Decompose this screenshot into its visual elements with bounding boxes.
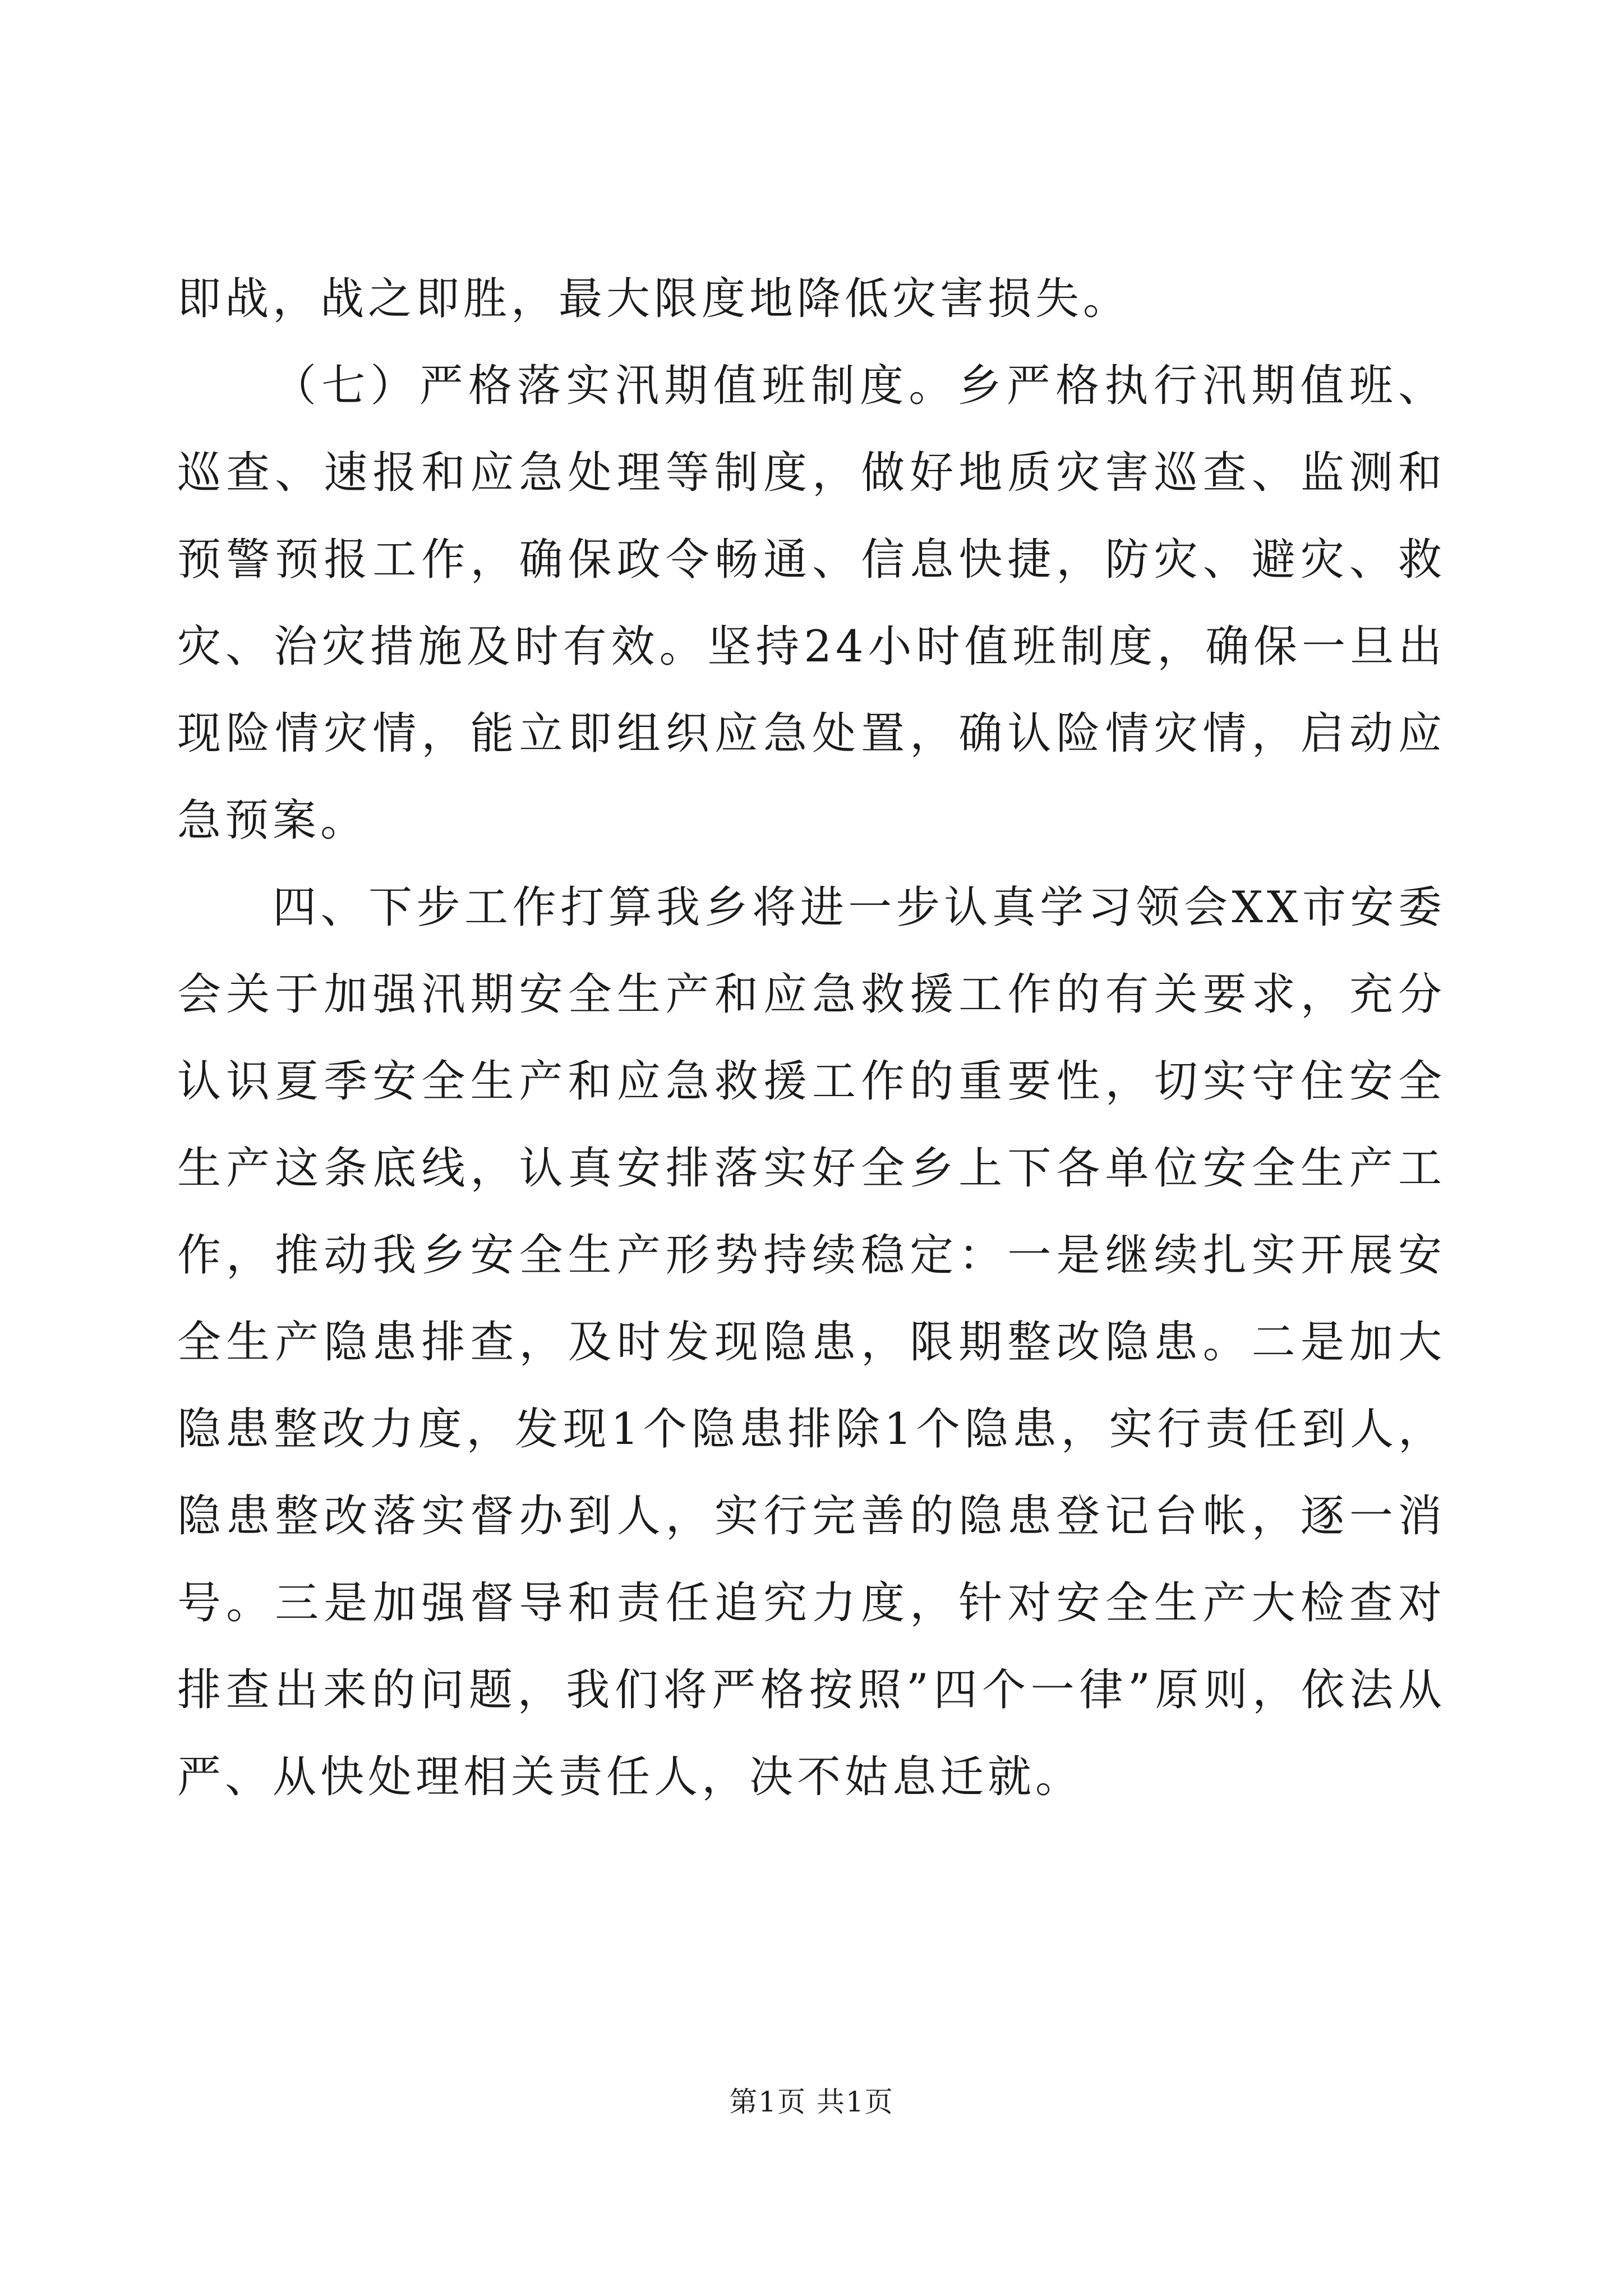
page-footer: 第1页 共1页 bbox=[729, 2086, 894, 2118]
paragraph-next-steps: 四、下步工作打算我乡将进一步认真学习领会XX市安委会关于加强汛期安全生产和应急救援工作的有关要求，充分认识夏季安全生产和应急救援工作的重要性，切实守住安全生产这条底线，认真安排落实好全乡上下各单位安全生产工作，推动我乡安全生产形势持续稳定：一是继续扎实开展安全生产隐患排查，及时发现隐患，限期整改隐患。二是加大隐患整改力度，发现1个隐患排除1个隐患，实行责任到人，隐患整改落实督办到人，实行完善的隐患登记台帐，逐一消号。三是加强督导和责任追究力度，针对安全生产大检查对排查出来的问题，我们将严格按照”四个一律”原则，依法从严、从快处理相关责任人，决不姑息迁就。 bbox=[177, 882, 1446, 1802]
paragraph-duty-system: （七）严格落实汛期值班制度。乡严格执行汛期值班、巡查、速报和应急处理等制度，做好地质灾害巡查、监测和预警预报工作，确保政令畅通、信息快捷，防灾、避灾、救灾、治灾措施及时有效。坚持24小时值班制度，确保一旦出现险情灾情，能立即组织应急处置，确认险情灾情，启动应急预案。 bbox=[177, 361, 1446, 846]
document-body bbox=[177, 256, 1446, 1821]
paragraph-continuation: 即战，战之即胜，最大限度地降低灾害损失。 bbox=[177, 274, 1131, 324]
